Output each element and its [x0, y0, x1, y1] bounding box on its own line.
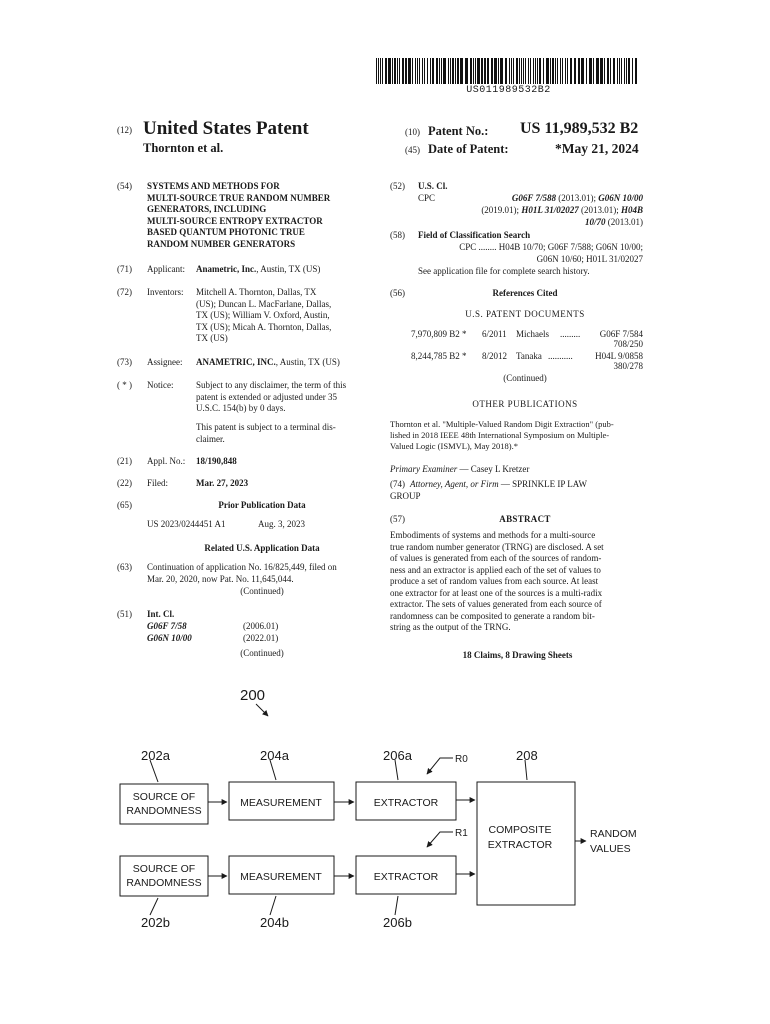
- field-code: (72): [117, 287, 132, 297]
- filed-date: Mar. 27, 2023: [196, 478, 249, 488]
- barcode-bar: [487, 58, 489, 84]
- figure-diagram: [110, 685, 655, 935]
- barcode-bar: [626, 58, 627, 84]
- barcode-bar: [405, 58, 407, 84]
- int-cl-class: G06F 7/58: [147, 621, 187, 631]
- barcode-bar: [505, 58, 507, 84]
- barcode-bar: [436, 58, 438, 84]
- box-label: RANDOMNESS: [126, 805, 202, 817]
- box-label: EXTRACTOR: [373, 871, 439, 883]
- attorney-cont: GROUP: [390, 491, 421, 501]
- field-code: (22): [117, 478, 132, 488]
- source-box-a: [120, 784, 208, 824]
- barcode-bar: [533, 58, 534, 84]
- barcode-bar: [392, 58, 393, 84]
- terminal-disclaimer: This patent is subject to a terminal dis- claimer.: [196, 422, 336, 444]
- barcode-bar: [557, 58, 558, 84]
- field-code: (21): [117, 456, 132, 466]
- field-code: (10): [405, 127, 420, 137]
- barcode-bar: [567, 58, 568, 84]
- box-label: SOURCE OF: [132, 791, 196, 803]
- box-label: MEASUREMENT: [240, 871, 322, 883]
- barcode-bar: [586, 58, 587, 84]
- ref-label: 202a: [141, 748, 170, 763]
- barcode-bar: [473, 58, 474, 84]
- barcode-bar: [574, 58, 576, 84]
- barcode-bar: [555, 58, 556, 84]
- barcode-bar: [475, 58, 476, 84]
- field-code: (58): [390, 230, 405, 240]
- ref-label: R0: [455, 754, 468, 765]
- barcode-bar: [543, 58, 544, 84]
- field-search-lines: CPC ........ H04B 10/70; G06F 7/588; G06N 10/00; G06N 10/60; H01L 31/02027: [459, 242, 643, 264]
- barcode-bar: [439, 58, 440, 84]
- barcode-bar: [430, 58, 431, 84]
- box-label: RANDOMNESS: [126, 877, 202, 889]
- box-label: COMPOSITE: [488, 824, 552, 836]
- filed-label: Filed:: [147, 478, 169, 488]
- barcode-bar: [596, 58, 599, 84]
- ref-leader: ...........: [548, 351, 573, 361]
- barcode-bar: [516, 58, 518, 84]
- barcode-bar: [484, 58, 486, 84]
- patent-date: *May 21, 2024: [555, 141, 639, 156]
- barcode-bar: [552, 58, 554, 84]
- continuation-text: Continuation of application No. 16/825,449, filed on Mar. 20, 2020, now Pat. No. 11,645,044.: [147, 562, 337, 584]
- prior-pub-date: Aug. 3, 2023: [258, 519, 305, 529]
- us-cl-label: U.S. Cl.: [418, 181, 448, 191]
- ref-date: 8/2012: [482, 351, 508, 361]
- box-label: EXTRACTOR: [373, 797, 439, 809]
- barcode-bar: [578, 58, 580, 84]
- ref-label: 204b: [260, 915, 289, 930]
- barcode-bar: [399, 58, 400, 84]
- barcode-bar: [378, 58, 379, 84]
- barcode-number: US011989532B2: [466, 85, 551, 96]
- barcode-bar: [589, 58, 592, 84]
- notice-label: Notice:: [147, 380, 174, 390]
- barcode-bar: [521, 58, 522, 84]
- barcode-bar: [427, 58, 428, 84]
- barcode-bar: [394, 58, 396, 84]
- ref-label: 202b: [141, 915, 170, 930]
- barcode-bar: [376, 58, 377, 84]
- notice-text: Subject to any disclaimer, the term of this patent is extended or adjusted under 35 U.S.C. 154(b) by 0 days.: [196, 380, 347, 413]
- barcode-bar: [607, 58, 609, 84]
- box-label: EXTRACTOR: [487, 839, 553, 851]
- barcode-bar: [537, 58, 538, 84]
- barcode-bar: [481, 58, 483, 84]
- assignee: ANAMETRIC, INC., Austin, TX (US): [196, 357, 340, 367]
- box-label: SOURCE OF: [132, 863, 196, 875]
- applicant: Anametric, Inc., Austin, TX (US): [196, 264, 321, 274]
- barcode-bar: [535, 58, 536, 84]
- barcode-bar: [424, 58, 425, 84]
- barcode-bar: [498, 58, 499, 84]
- barcode-bar: [523, 58, 524, 84]
- ref-number: 7,970,809 B2 *: [411, 329, 467, 339]
- abstract-text: Embodiments of systems and methods for a multi-source true random number generator (TRNG) are disclosed. A set of values is generated from each of the sources of random- ness and an extractor is applied each of the set of values to produce a set of random values from each source. At least one extractor for at least one of the sources is a multi-radix extractor. The sets of values generated from each source of randomness can be composited to generate a random bit- string as the output of the TRNG.: [390, 530, 604, 632]
- ref-leader: .........: [560, 329, 581, 339]
- us-cl-line: (2019.01); H01L 31/02027 (2013.01); H04B: [481, 205, 643, 215]
- inventors-label: Inventors:: [147, 287, 184, 297]
- barcode-bar: [465, 58, 468, 84]
- ref-label: 204a: [260, 748, 289, 763]
- field-code: (54): [117, 181, 132, 191]
- barcode-bar: [539, 58, 541, 84]
- ref-class: 380/278: [613, 361, 643, 371]
- output-label: RANDOM: [590, 828, 637, 840]
- barcode-bar: [443, 58, 446, 84]
- patent-date-label: Date of Patent:: [428, 142, 509, 156]
- barcode-bar: [525, 58, 526, 84]
- search-history-note: See application file for complete search history.: [418, 266, 590, 276]
- int-cl-date: (2022.01): [243, 633, 279, 643]
- field-code: (51): [117, 609, 132, 619]
- barcode-bar: [619, 58, 620, 84]
- barcode-bar: [519, 58, 520, 84]
- barcode-bar: [530, 58, 531, 84]
- continued-note: (Continued): [240, 586, 284, 596]
- barcode-bar: [613, 58, 615, 84]
- field-code: (74): [390, 479, 405, 489]
- barcode-bar: [632, 58, 633, 84]
- barcode-bar: [562, 58, 563, 84]
- barcode-bar: [385, 58, 387, 84]
- field-code: (12): [117, 125, 132, 135]
- barcode-bar: [412, 58, 413, 84]
- patent-title: United States Patent: [143, 118, 309, 139]
- barcode-bar: [388, 58, 391, 84]
- barcode-bar: [509, 58, 510, 84]
- cpc-label: CPC: [418, 193, 436, 203]
- prior-pub-heading: Prior Publication Data: [218, 500, 306, 510]
- output-label: VALUES: [590, 843, 631, 855]
- ref-label: 206a: [383, 748, 412, 763]
- barcode-bar: [441, 58, 442, 84]
- field-search-label: Field of Classification Search: [418, 230, 531, 240]
- barcode-bar: [628, 58, 630, 84]
- ref-label: 208: [516, 748, 538, 763]
- other-publication: Thornton et al. "Multiple-Valued Random Digit Extraction" (pub- lished in 2018 IEEE 48th International Symposium on Multiple- Valued Logic (ISMVL), May 2018).*: [390, 419, 614, 451]
- barcode-bar: [593, 58, 594, 84]
- barcode-bar: [624, 58, 625, 84]
- barcode-bar: [477, 58, 480, 84]
- appl-no-label: Appl. No.:: [147, 456, 186, 466]
- barcode-bar: [528, 58, 529, 84]
- int-cl-label: Int. Cl.: [147, 609, 175, 619]
- applicant-label: Applicant:: [147, 264, 185, 274]
- barcode-bar: [617, 58, 618, 84]
- ref-class: 708/250: [613, 339, 643, 349]
- ref-number: 8,244,785 B2 *: [411, 351, 467, 361]
- barcode-bar: [419, 58, 420, 84]
- box-label: MEASUREMENT: [240, 797, 322, 809]
- appl-no: 18/190,848: [196, 456, 237, 466]
- primary-examiner: Primary Examiner — Casey L Kretzer: [390, 464, 530, 474]
- related-heading: Related U.S. Application Data: [204, 543, 320, 553]
- source-box-b: [120, 856, 208, 896]
- barcode: [376, 58, 641, 84]
- patent-number-label: Patent No.:: [428, 124, 489, 138]
- continued-note: (Continued): [503, 373, 547, 383]
- us-patent-docs-heading: U.S. PATENT DOCUMENTS: [465, 309, 585, 319]
- ref-class: H04L 9/0858: [595, 351, 643, 361]
- barcode-bar: [621, 58, 622, 84]
- barcode-bar: [635, 58, 637, 84]
- barcode-bar: [408, 58, 411, 84]
- barcode-bar: [397, 58, 398, 84]
- field-code: (65): [117, 500, 132, 510]
- references-heading: References Cited: [492, 288, 558, 298]
- barcode-bar: [417, 58, 418, 84]
- barcode-bar: [450, 58, 451, 84]
- ref-label: 206b: [383, 915, 412, 930]
- barcode-bar: [511, 58, 512, 84]
- prior-pub-number: US 2023/0244451 A1: [147, 519, 226, 529]
- assignee-label: Assignee:: [147, 357, 183, 367]
- barcode-bar: [452, 58, 454, 84]
- invention-title: SYSTEMS AND METHODS FOR MULTI-SOURCE TRUE RANDOM NUMBER GENERATORS, INCLUDING MULTI-SOURCE ENTROPY EXTRACTOR BASED QUANTUM PHOTONIC TRUE RANDOM NUMBER GENERATORS: [147, 181, 331, 249]
- barcode-bar: [382, 58, 383, 84]
- ref-date: 6/2011: [482, 329, 507, 339]
- ref-name: Tanaka: [516, 351, 542, 361]
- inventors: Mitchell A. Thornton, Dallas, TX (US); Duncan L. MacFarlane, Dallas, TX (US); William V. Oxford, Austin, TX (US); Micah A. Thornton, Dallas, TX (US): [196, 287, 332, 343]
- field-code: (52): [390, 181, 405, 191]
- other-publications-heading: OTHER PUBLICATIONS: [472, 399, 578, 409]
- abstract-heading: ABSTRACT: [499, 514, 551, 524]
- field-code: (57): [390, 514, 405, 524]
- barcode-bar: [402, 58, 404, 84]
- patent-author: Thornton et al.: [143, 141, 224, 155]
- field-code: (71): [117, 264, 132, 274]
- barcode-bar: [565, 58, 566, 84]
- barcode-bar: [494, 58, 497, 84]
- ref-label: R1: [455, 828, 468, 839]
- barcode-bar: [448, 58, 449, 84]
- barcode-bar: [604, 58, 605, 84]
- field-code: ( * ): [117, 380, 132, 390]
- claims-count: 18 Claims, 8 Drawing Sheets: [462, 650, 573, 660]
- barcode-bar: [500, 58, 503, 84]
- ref-name: Michaels: [516, 329, 549, 339]
- barcode-bar: [546, 58, 549, 84]
- int-cl-class: G06N 10/00: [147, 633, 192, 643]
- barcode-bar: [457, 58, 459, 84]
- int-cl-date: (2006.01): [243, 621, 279, 631]
- barcode-bar: [470, 58, 472, 84]
- attorney: Attorney, Agent, or Firm — SPRINKLE IP LAW: [410, 479, 588, 489]
- us-cl-line: G06F 7/588 (2013.01); G06N 10/00: [511, 193, 643, 203]
- field-code: (56): [390, 288, 405, 298]
- ref-class: G06F 7/584: [599, 329, 643, 339]
- us-cl-line: 10/70 (2013.01): [584, 217, 643, 227]
- barcode-bar: [455, 58, 456, 84]
- barcode-bar: [600, 58, 603, 84]
- barcode-bar: [610, 58, 611, 84]
- barcode-bar: [380, 58, 381, 84]
- barcode-bar: [550, 58, 551, 84]
- barcode-bar: [415, 58, 416, 84]
- barcode-bar: [460, 58, 463, 84]
- barcode-bar: [581, 58, 584, 84]
- figure-number: 200: [240, 687, 266, 704]
- barcode-bar: [513, 58, 514, 84]
- field-code: (63): [117, 562, 132, 572]
- field-code: (45): [405, 145, 420, 155]
- patent-number: US 11,989,532 B2: [520, 120, 639, 137]
- barcode-bar: [432, 58, 434, 84]
- barcode-bar: [491, 58, 493, 84]
- field-code: (73): [117, 357, 132, 367]
- continued-note: (Continued): [240, 648, 284, 658]
- barcode-bar: [560, 58, 561, 84]
- barcode-bar: [570, 58, 572, 84]
- barcode-bar: [422, 58, 423, 84]
